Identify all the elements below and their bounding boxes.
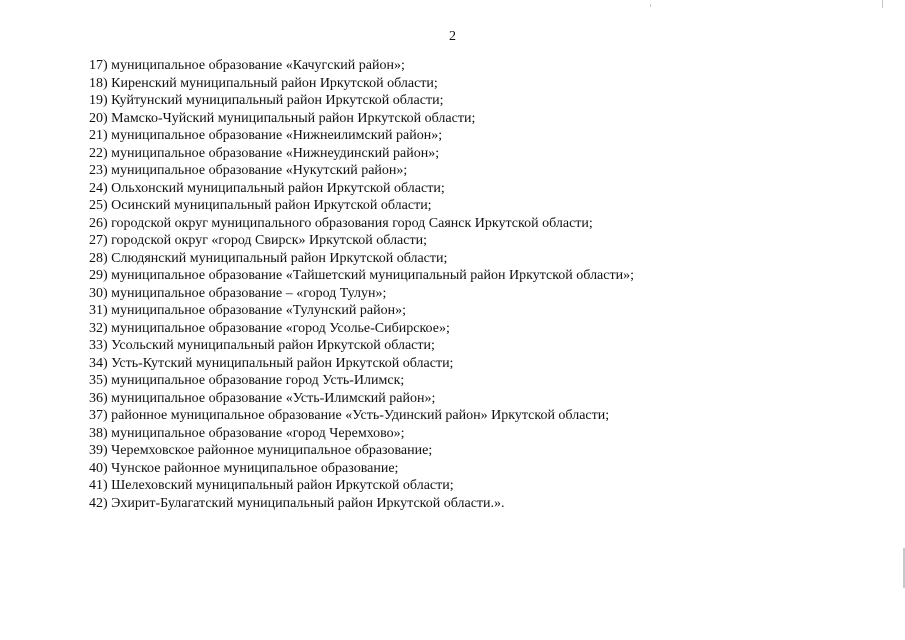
list-item: 25) Осинский муниципальный район Иркутской области; [89, 198, 432, 213]
list-item: 17) муниципальное образование «Качугский район»; [89, 58, 405, 73]
list-item: 42) Эхирит-Булагатский муниципальный район Иркутской области.». [89, 495, 505, 511]
list-item: 26) городской округ муниципального образования город Саянск Иркутской области; [89, 215, 593, 231]
list-item: 39) Черемховское районное муниципальное образование; [89, 443, 433, 458]
list-item: 18) Киренский муниципальный район Иркутской области; [89, 75, 438, 91]
list-item: 24) Ольхонский муниципальный район Иркутской области; [89, 180, 445, 196]
list-item: 30) муниципальное образование – «город Тулун»; [89, 285, 387, 301]
list-item: 19) Куйтунский муниципальный район Иркутской области; [89, 93, 444, 108]
list-item: 37) районное муниципальное образование «Усть-Удинский район» Иркутской области; [89, 408, 610, 423]
list-item: 21) муниципальное образование «Нижнеилимский район»; [89, 128, 443, 143]
list-item: 32) муниципальное образование «город Усолье-Сибирское»; [89, 320, 450, 336]
list-item: 22) муниципальное образование «Нижнеудинский район»; [89, 145, 440, 161]
list-item: 38) муниципальное образование «город Черемхово»; [89, 425, 405, 441]
list-item: 36) муниципальное образование «Усть-Илимский район»; [89, 390, 436, 406]
list-item: 33) Усольский муниципальный район Иркутской области; [89, 338, 435, 353]
list-item: 20) Мамско-Чуйский муниципальный район Иркутской области; [89, 110, 476, 126]
list-item: 35) муниципальное образование город Усть-Илимск; [89, 373, 405, 388]
list-item: 34) Усть-Кутский муниципальный район Иркутской области; [89, 355, 454, 371]
scan-edge-mark [650, 4, 651, 7]
list-item: 41) Шелеховский муниципальный район Иркутской области; [89, 478, 454, 493]
list-item: 40) Чунское районное муниципальное образование; [89, 460, 399, 476]
municipality-list [89, 57, 634, 512]
list-item: 28) Слюдянский муниципальный район Иркутской области; [89, 250, 448, 266]
list-item: 31) муниципальное образование «Тулунский район»; [89, 303, 406, 318]
page-number: 2 [449, 29, 456, 44]
list-item: 29) муниципальное образование «Тайшетский муниципальный район Иркутской области»; [89, 268, 634, 283]
list-item: 27) городской округ «город Свирск» Иркутской области; [89, 233, 427, 248]
scan-edge-mark [882, 0, 883, 8]
list-item: 23) муниципальное образование «Нукутский район»; [89, 163, 408, 178]
